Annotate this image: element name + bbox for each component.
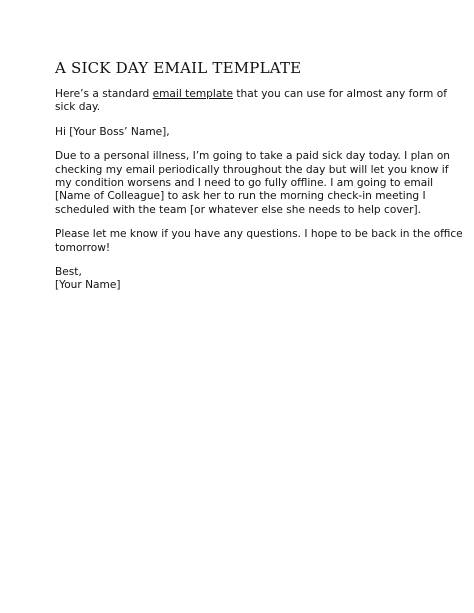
signoff-line: Best, [55,266,82,279]
intro-line-1 [55,88,447,101]
document-content [55,58,463,304]
body-paragraph [55,150,451,217]
body-line: checking my email periodically throughout the day but will let you know if [55,163,449,176]
body-line: [Name of Colleague] to ask her to run the morning check-in meeting I [55,190,426,203]
closing-line: tomorrow! [55,241,111,254]
closing-paragraph [55,228,463,255]
body-line: my condition worsens and I need to go fully offline. I am going to email [55,177,434,190]
document-title: A SICK DAY EMAIL TEMPLATE [55,59,302,77]
greeting-paragraph [55,126,425,139]
intro-text-after-link: that you can use for almost any form of [233,88,447,100]
signoff-paragraph [55,266,425,293]
greeting-line: Hi [Your Boss’ Name], [55,125,170,138]
body-line: scheduled with the team [or whatever else she needs to help cover]. [55,203,421,216]
intro-text-before-link: Here’s a standard [55,88,153,100]
email-template-link[interactable]: email template [152,88,233,100]
intro-line-2: sick day. [55,101,101,114]
signature-line: [Your Name] [55,279,121,292]
body-line: Due to a personal illness, I’m going to take a paid sick day today. I plan on [55,150,451,163]
intro-paragraph [55,88,447,115]
closing-line: Please let me know if you have any questions. I hope to be back in the office [55,228,463,241]
